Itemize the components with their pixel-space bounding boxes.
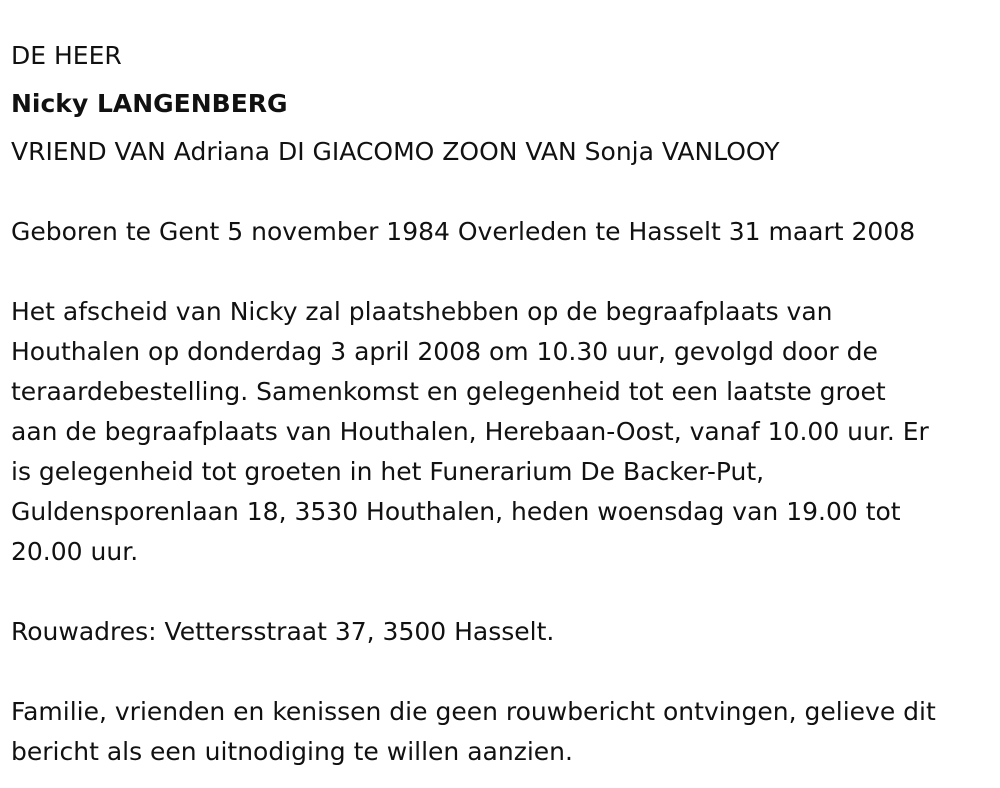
salutation: DE HEER [11,41,122,70]
birth-death-line: Geboren te Gent 5 november 1984 Overleden te Hasselt 31 maart 2008 [11,217,916,246]
ceremony-line: 20.00 uur. [11,537,139,566]
ceremony-line: teraardebestelling. Samenkomst en gelegenheid tot een laatste groet [11,377,886,406]
mourning-address-text: Rouwadres: Vettersstraat 37, 3500 Hasselt. [11,617,555,646]
ceremony-line: Guldensporenlaan 18, 3530 Houthalen, heden woensdag van 19.00 tot [11,497,901,526]
ceremony-paragraph [11,292,991,572]
ceremony-line: Houthalen op donderdag 3 april 2008 om 10.30 uur, gevolgd door de [11,337,878,366]
ceremony-line: aan de begraafplaats van Houthalen, Herebaan-Oost, vanaf 10.00 uur. Er [11,417,929,446]
family-line: bericht als een uitnodiging te willen aanzien. [11,737,573,766]
relation-line: VRIEND VAN Adriana DI GIACOMO ZOON VAN Sonja VANLOOY [11,137,780,166]
ceremony-line: Het afscheid van Nicky zal plaatshebben op de begraafplaats van [11,297,833,326]
mourning-address [11,612,991,652]
family-paragraph [11,692,991,772]
ceremony-line: is gelegenheid tot groeten in het Funerarium De Backer-Put, [11,457,765,486]
family-line: Familie, vrienden en kenissen die geen rouwbericht ontvingen, gelieve dit [11,697,936,726]
deceased-name: Nicky LANGENBERG [11,89,288,118]
